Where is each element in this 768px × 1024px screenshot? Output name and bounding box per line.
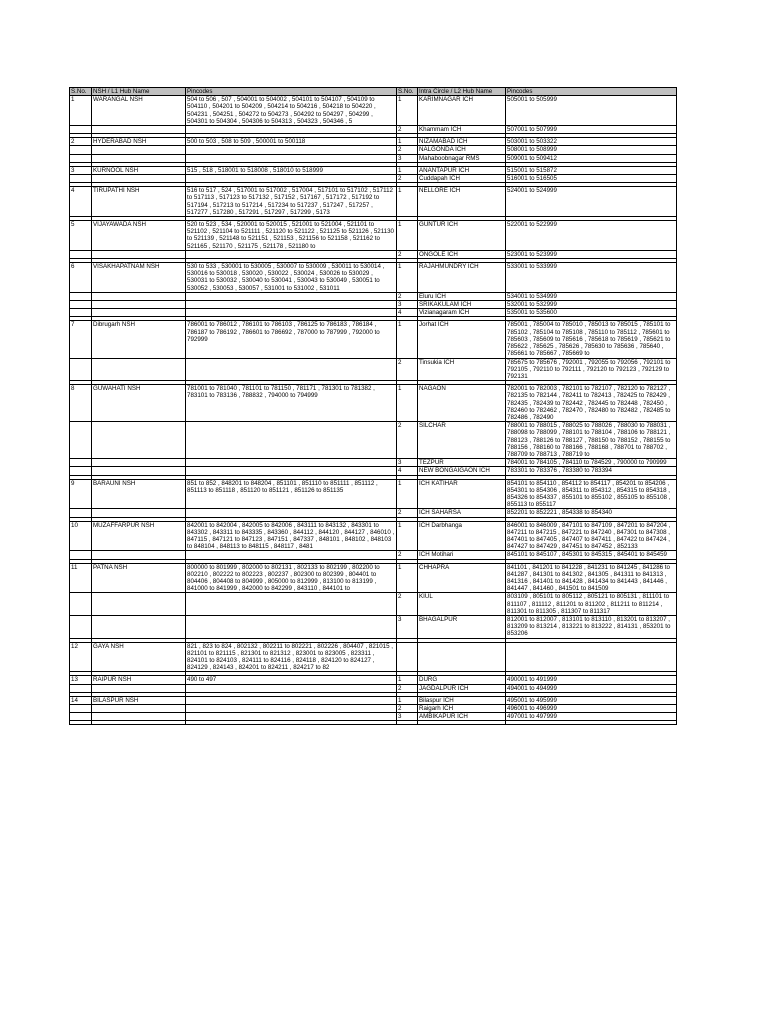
header-pincodes: Pincodes xyxy=(186,88,397,96)
cell-sno: 8 xyxy=(70,385,92,422)
cell-sno-2: 2 xyxy=(397,126,418,134)
cell-pincodes xyxy=(186,467,397,475)
table-row xyxy=(70,642,677,672)
cell-sno: 7 xyxy=(70,321,92,358)
cell-pincodes-2: 785675 to 785676 , 792001 , 792055 to 792056 , 792101 to 792105 , 792110 to 792111 , 792120 to 792123 , 792129 to 792131 xyxy=(506,358,677,381)
cell-sno: 10 xyxy=(70,521,92,551)
cell-sno-2: 1 xyxy=(397,563,418,593)
cell-pincodes-2: 532001 to 532999 xyxy=(506,301,677,309)
spacer-cell xyxy=(186,721,397,725)
table-row xyxy=(70,459,677,467)
cell-ich-name: ICH KATIHAR xyxy=(418,479,506,509)
cell-sno-2: 1 xyxy=(397,96,418,126)
cell-sno-2: 1 xyxy=(397,138,418,146)
cell-pincodes: 490 to 497 xyxy=(186,676,397,684)
cell-pincodes: 786001 to 786012 , 786101 to 786103 , 786125 to 786183 , 786184 , 786187 to 786192 , 786601 to 786692 , 787000 to 787999 , 792000 to 792999 xyxy=(186,321,397,358)
cell-pincodes xyxy=(186,301,397,309)
spacer-cell xyxy=(418,721,506,725)
cell-pincodes: 851 to 852 , 848201 to 848204 , 851101 , 851110 to 851111 , 851112 , 851113 to 851118 , 851120 to 851121 , 851126 to 851135 xyxy=(186,479,397,509)
cell-pincodes xyxy=(186,146,397,154)
cell-sno: 13 xyxy=(70,676,92,684)
cell-sno-2: 2 xyxy=(397,705,418,713)
cell-hub-name xyxy=(92,292,186,300)
table-row xyxy=(70,521,677,551)
cell-sno-2: 2 xyxy=(397,593,418,616)
table-row xyxy=(70,321,677,358)
cell-ich-name: NIZAMABAD ICH xyxy=(418,138,506,146)
cell-sno xyxy=(70,551,92,559)
cell-ich-name: DURG xyxy=(418,676,506,684)
cell-sno xyxy=(70,705,92,713)
cell-pincodes xyxy=(186,459,397,467)
cell-ich-name: CHHAPRA xyxy=(418,563,506,593)
cell-ich-name: SILCHAR xyxy=(418,422,506,459)
header-hub: NSH / L1 Hub Name xyxy=(92,88,186,96)
cell-hub-name xyxy=(92,422,186,459)
cell-sno xyxy=(70,358,92,381)
cell-pincodes xyxy=(186,154,397,162)
cell-sno-2: 3 xyxy=(397,301,418,309)
cell-sno-2: 2 xyxy=(397,509,418,517)
cell-ich-name: ICH SAHARSA xyxy=(418,509,506,517)
cell-sno-2: 2 xyxy=(397,422,418,459)
cell-sno xyxy=(70,309,92,317)
cell-sno xyxy=(70,146,92,154)
table-row xyxy=(70,292,677,300)
cell-pincodes: 781001 to 781040 , 781101 to 781150 , 781171 , 781301 to 781382 , 783101 to 783136 , 788832 , 794000 to 794999 xyxy=(186,385,397,422)
table-header-row xyxy=(70,88,677,96)
table-body xyxy=(70,96,677,725)
cell-hub-name xyxy=(92,358,186,381)
cell-hub-name xyxy=(92,593,186,616)
cell-ich-name: ONGOLE ICH xyxy=(418,250,506,258)
cell-pincodes-2: 522001 to 522999 xyxy=(506,221,677,251)
cell-hub-name: RAIPUR NSH xyxy=(92,676,186,684)
cell-pincodes-2: 494001 to 494999 xyxy=(506,684,677,692)
cell-pincodes xyxy=(186,696,397,704)
cell-sno: 11 xyxy=(70,563,92,593)
cell-pincodes: 821 , 823 to 824 , 802132 , 802211 to 802221 , 802226 , 804407 , 821015 , 821101 to 821115 , 821301 to 821312 , 823001 to 823005 , 823311 , 824101 to 824103 , 824111 to 824116 , 824118 , 824120 to 824127 , 824129 , 824143 , 824201 to 824211 , 824217 to 82 xyxy=(186,642,397,672)
cell-pincodes: 515 , 518 , 518001 to 518008 , 518010 to 518999 xyxy=(186,166,397,174)
cell-ich-name: Vizianagaram ICH xyxy=(418,309,506,317)
cell-pincodes xyxy=(186,358,397,381)
cell-sno-2: 1 xyxy=(397,676,418,684)
cell-pincodes xyxy=(186,126,397,134)
cell-hub-name xyxy=(92,713,186,721)
cell-ich-name: NAGAON xyxy=(418,385,506,422)
cell-pincodes-2: 508001 to 508999 xyxy=(506,146,677,154)
cell-hub-name: WARANGAL NSH xyxy=(92,96,186,126)
cell-sno-2: 3 xyxy=(397,459,418,467)
spacer-cell xyxy=(397,721,418,725)
table-row xyxy=(70,187,677,217)
cell-hub-name xyxy=(92,146,186,154)
cell-ich-name: ANANTAPUR ICH xyxy=(418,166,506,174)
cell-sno-2: 2 xyxy=(397,250,418,258)
table-row xyxy=(70,146,677,154)
cell-ich-name: TEZPUR xyxy=(418,459,506,467)
cell-hub-name: KURNOOL NSH xyxy=(92,166,186,174)
cell-sno-2: 1 xyxy=(397,221,418,251)
cell-hub-name xyxy=(92,551,186,559)
cell-pincodes-2: 782001 to 782003 , 782101 to 782107 , 782120 to 782127 , 782135 to 782144 , 782411 to 782413 , 782425 to 782429 , 782435 , 782439 to 782442 , 782445 to 782448 , 782450 , 782460 to 782462 , 782470 , 782480 to 782482 , 782485 to 782486 , 782490 xyxy=(506,385,677,422)
cell-pincodes-2: 496001 to 496999 xyxy=(506,705,677,713)
cell-pincodes-2: 523001 to 523999 xyxy=(506,250,677,258)
cell-ich-name: KIUL xyxy=(418,593,506,616)
table-row xyxy=(70,684,677,692)
cell-sno xyxy=(70,713,92,721)
cell-sno xyxy=(70,301,92,309)
cell-sno: 6 xyxy=(70,263,92,293)
cell-pincodes xyxy=(186,684,397,692)
table-row xyxy=(70,96,677,126)
cell-pincodes xyxy=(186,422,397,459)
table-row xyxy=(70,166,677,174)
header-pincodes-2: Pincodes xyxy=(506,88,677,96)
cell-sno-2: 1 xyxy=(397,187,418,217)
cell-sno: 1 xyxy=(70,96,92,126)
cell-ich-name: ICH Darbhanga xyxy=(418,521,506,551)
cell-sno xyxy=(70,292,92,300)
cell-hub-name xyxy=(92,126,186,134)
cell-pincodes-2 xyxy=(506,642,677,672)
cell-hub-name xyxy=(92,705,186,713)
table-row xyxy=(70,696,677,704)
table-row xyxy=(70,509,677,517)
cell-hub-name xyxy=(92,309,186,317)
cell-sno-2: 2 xyxy=(397,292,418,300)
cell-sno: 3 xyxy=(70,166,92,174)
cell-pincodes-2: 846001 to 846009 , 847101 to 847109 , 847201 to 847204 , 847211 to 847215 , 847221 to 847240 , 847301 to 847308 , 847401 to 847405 , 847407 to 847411 , 847422 to 847424 , 847427 to 847429 , 847451 to 847452 , 852133 xyxy=(506,521,677,551)
cell-pincodes-2: 515001 to 515872 xyxy=(506,166,677,174)
cell-hub-name: Dibrugarh NSH xyxy=(92,321,186,358)
cell-sno-2: 2 xyxy=(397,358,418,381)
cell-hub-name xyxy=(92,467,186,475)
spacer-cell xyxy=(92,721,186,725)
table-row xyxy=(70,705,677,713)
cell-pincodes-2: 785001 , 785004 to 785010 , 785013 to 785015 , 785101 to 785102 , 785104 to 785108 , 785110 to 785112 , 785601 to 785603 , 785609 to 785616 , 785618 to 785619 , 785621 to 785622 , 785625 , 785626 , 785630 to 785636 , 785640 , 785661 to 785667 , 785669 to xyxy=(506,321,677,358)
cell-ich-name: Khammam ICH xyxy=(418,126,506,134)
cell-sno xyxy=(70,126,92,134)
cell-pincodes: 530 to 533 , 530001 to 530005 , 530007 to 530009 , 530011 to 530014 , 530016 to 530018 , 530020 , 530022 , 530024 , 530026 to 530029 , 530031 to 530032 , 530040 to 530041 , 530043 to 530049 , 530051 to 530052 , 530053 , 530057 , 531001 to 531002 , 531011 xyxy=(186,263,397,293)
cell-hub-name: PATNA NSH xyxy=(92,563,186,593)
cell-sno-2: 1 xyxy=(397,263,418,293)
cell-hub-name: BILASPUR NSH xyxy=(92,696,186,704)
cell-ich-name: Jorhat ICH xyxy=(418,321,506,358)
cell-hub-name xyxy=(92,154,186,162)
cell-hub-name: VIJAYAWADA NSH xyxy=(92,221,186,251)
cell-ich-name: NELLORE ICH xyxy=(418,187,506,217)
cell-ich-name: SRIKAKULAM ICH xyxy=(418,301,506,309)
table-row xyxy=(70,358,677,381)
cell-sno xyxy=(70,422,92,459)
table-row xyxy=(70,154,677,162)
table-row xyxy=(70,467,677,475)
cell-pincodes: 500 to 503 , 508 to 509 , 500001 to 500118 xyxy=(186,138,397,146)
cell-ich-name: Cuddapah ICH xyxy=(418,175,506,183)
cell-pincodes-2: 803109 , 805101 to 805112 , 805121 to 805131 , 811101 to 811107 , 811112 , 811201 to 811202 , 811211 to 811214 , 811301 to 811305 , 811307 to 811317 xyxy=(506,593,677,616)
cell-pincodes xyxy=(186,593,397,616)
cell-pincodes xyxy=(186,509,397,517)
cell-ich-name: Raigarh ICH xyxy=(418,705,506,713)
cell-sno xyxy=(70,250,92,258)
cell-sno xyxy=(70,509,92,517)
table-row xyxy=(70,175,677,183)
cell-hub-name xyxy=(92,301,186,309)
cell-pincodes-2: 852201 to 852221 , 854338 to 854340 xyxy=(506,509,677,517)
pincode-table xyxy=(69,87,677,725)
cell-sno-2: 2 xyxy=(397,146,418,154)
cell-pincodes-2: 535001 to 535600 xyxy=(506,309,677,317)
cell-hub-name: VISAKHAPATNAM NSH xyxy=(92,263,186,293)
cell-sno: 12 xyxy=(70,642,92,672)
cell-hub-name xyxy=(92,684,186,692)
cell-pincodes-2: 845101 to 845107 , 845301 to 845315 , 845401 to 845459 xyxy=(506,551,677,559)
cell-ich-name: Bilaspur ICH xyxy=(418,696,506,704)
cell-hub-name: GUWAHATI NSH xyxy=(92,385,186,422)
cell-pincodes-2: 490001 to 491999 xyxy=(506,676,677,684)
cell-pincodes-2: 788001 to 788015 , 788025 to 788026 , 788030 to 788031 , 788098 to 788099 , 788101 to 788104 , 788106 to 788121 , 788123 , 788126 to 788127 , 788150 to 788152 , 788155 to 788156 , 788160 to 788166 , 788168 , 788701 to 788702 , 788709 to 788713 , 788719 to xyxy=(506,422,677,459)
cell-hub-name xyxy=(92,250,186,258)
cell-pincodes xyxy=(186,292,397,300)
cell-pincodes xyxy=(186,551,397,559)
table-row xyxy=(70,385,677,422)
table-row xyxy=(70,676,677,684)
cell-sno-2: 1 xyxy=(397,696,418,704)
cell-pincodes-2: 516001 to 516505 xyxy=(506,175,677,183)
cell-sno-2: 2 xyxy=(397,684,418,692)
cell-sno: 9 xyxy=(70,479,92,509)
cell-pincodes xyxy=(186,705,397,713)
cell-pincodes-2: 524001 to 524999 xyxy=(506,187,677,217)
table-row xyxy=(70,713,677,721)
cell-ich-name: Tinsukia ICH xyxy=(418,358,506,381)
cell-ich-name: BHAGALPUR xyxy=(418,616,506,639)
cell-pincodes-2: 812001 to 812007 , 813101 to 813110 , 813201 to 813207 , 813209 to 813214 , 813221 to 813222 , 814131 , 853201 to 853206 xyxy=(506,616,677,639)
table-row xyxy=(70,563,677,593)
cell-hub-name xyxy=(92,509,186,517)
cell-pincodes-2: 509001 to 509412 xyxy=(506,154,677,162)
cell-sno xyxy=(70,175,92,183)
cell-ich-name: JAGDALPUR ICH xyxy=(418,684,506,692)
table-row xyxy=(70,479,677,509)
table-row xyxy=(70,593,677,616)
cell-pincodes xyxy=(186,713,397,721)
cell-ich-name: ICH Motihari xyxy=(418,551,506,559)
table-row xyxy=(70,263,677,293)
cell-sno: 14 xyxy=(70,696,92,704)
header-sno-2: S.No. xyxy=(397,88,418,96)
cell-ich-name: Mahaboobnagar RMS xyxy=(418,154,506,162)
cell-pincodes: 842001 to 842004 , 842005 to 842006 , 843111 to 843132 , 843301 to 843302 , 843311 to 843335 , 843360 , 844112 , 844120 , 844127 , 846010 , 847115 , 847121 to 847123 , 847151 , 847337 , 848101 , 848102 , 848103 to 848104 , 848113 to 848115 , 848117 , 8481 xyxy=(186,521,397,551)
cell-pincodes-2: 505001 to 505999 xyxy=(506,96,677,126)
spacer-cell xyxy=(506,721,677,725)
table-row xyxy=(70,309,677,317)
cell-hub-name xyxy=(92,616,186,639)
table-row xyxy=(70,138,677,146)
cell-sno-2: 3 xyxy=(397,616,418,639)
table-row xyxy=(70,250,677,258)
cell-hub-name: BARAUNI NSH xyxy=(92,479,186,509)
table-row xyxy=(70,126,677,134)
cell-sno-2: 2 xyxy=(397,551,418,559)
spacer-cell xyxy=(70,721,92,725)
table-row xyxy=(70,551,677,559)
cell-pincodes-2: 503001 to 503322 xyxy=(506,138,677,146)
cell-pincodes: 520 to 523 , 534 , 520001 to 520015 , 521001 to 521004 , 521101 to 521102 , 521104 to 521111 , 521120 to 521122 , 521125 to 521126 , 521130 to 521139 , 521148 to 521151 , 521153 , 521156 to 521158 , 521162 to 521165 , 521170 , 521175 , 521178 , 521180 to xyxy=(186,221,397,251)
cell-sno-2: 4 xyxy=(397,467,418,475)
cell-sno-2: 3 xyxy=(397,713,418,721)
cell-ich-name: GUNTUR ICH xyxy=(418,221,506,251)
cell-ich-name: NEW BONGAIGAON ICH xyxy=(418,467,506,475)
cell-pincodes-2: 841101 , 841201 to 841228 , 841231 to 841245 , 841286 to 841287 , 841301 to 841302 , 841305 , 841311 to 841313 , 841316 , 841401 to 841428 , 841434 to 841443 , 841446 , 841447 , 841460 , 841501 to 841509 xyxy=(506,563,677,593)
cell-pincodes: 800000 to 801999 , 802000 to 802131 , 802133 to 802199 , 802200 to 802210 , 802222 to 802223 , 802237 , 802300 to 802399 , 804401 to 804406 , 804408 to 804999 , 805000 to 812999 , 813100 to 813199 , 841000 to 841999 , 842000 to 842299 , 843110 , 844101 to xyxy=(186,563,397,593)
cell-ich-name: KARIMNAGAR ICH xyxy=(418,96,506,126)
cell-sno: 2 xyxy=(70,138,92,146)
cell-hub-name: TIRUPATHI NSH xyxy=(92,187,186,217)
cell-pincodes: 516 to 517 , 524 , 517001 to 517002 , 517004 , 517101 to 517102 , 517112 to 517113 , 517123 to 517132 , 517152 , 517167 , 517172 , 517192 to 517194 , 517213 to 517214 , 517234 to 517237 , 517247 , 517257 , 517277 , 517280 , 517291 , 517297 , 517299 , 5173 xyxy=(186,187,397,217)
cell-pincodes-2: 507001 to 507999 xyxy=(506,126,677,134)
cell-pincodes xyxy=(186,175,397,183)
cell-ich-name: Eluru ICH xyxy=(418,292,506,300)
cell-sno-2: 3 xyxy=(397,154,418,162)
cell-hub-name: MUZAFFARPUR NSH xyxy=(92,521,186,551)
cell-pincodes-2: 495001 to 495999 xyxy=(506,696,677,704)
cell-sno xyxy=(70,616,92,639)
cell-pincodes-2: 784001 to 784105 , 784110 to 784529 , 790000 to 790999 xyxy=(506,459,677,467)
cell-sno-2: 4 xyxy=(397,309,418,317)
cell-sno-2: 1 xyxy=(397,166,418,174)
cell-sno xyxy=(70,459,92,467)
cell-sno xyxy=(70,684,92,692)
cell-sno-2 xyxy=(397,642,418,672)
cell-sno-2: 2 xyxy=(397,175,418,183)
table-row xyxy=(70,301,677,309)
cell-pincodes-2: 534001 to 534999 xyxy=(506,292,677,300)
cell-sno xyxy=(70,593,92,616)
cell-pincodes-2: 783301 to 783376 , 783380 to 783394 xyxy=(506,467,677,475)
cell-sno xyxy=(70,154,92,162)
table-row xyxy=(70,422,677,459)
cell-sno-2: 1 xyxy=(397,321,418,358)
cell-pincodes xyxy=(186,309,397,317)
cell-hub-name xyxy=(92,459,186,467)
cell-pincodes-2: 497001 to 497999 xyxy=(506,713,677,721)
cell-sno: 5 xyxy=(70,221,92,251)
header-ich: Intra Circle / L2 Hub Name xyxy=(418,88,506,96)
cell-sno xyxy=(70,467,92,475)
cell-ich-name: NALGONDA ICH xyxy=(418,146,506,154)
cell-pincodes xyxy=(186,250,397,258)
cell-ich-name: AMBIKAPUR ICH xyxy=(418,713,506,721)
cell-hub-name: GAYA NSH xyxy=(92,642,186,672)
cell-pincodes-2: 854101 to 854110 , 854112 to 854117 , 854201 to 854206 , 854301 to 854306 , 854311 to 854312 , 854315 to 854318 , 854326 to 854337 , 855101 to 855102 , 855105 to 855108 , 855113 to 855117 xyxy=(506,479,677,509)
cell-pincodes-2: 533001 to 533999 xyxy=(506,263,677,293)
table-spacer-row xyxy=(70,721,677,725)
cell-ich-name: RAJAHMUNDRY ICH xyxy=(418,263,506,293)
header-sno: S.No. xyxy=(70,88,92,96)
cell-sno-2: 1 xyxy=(397,479,418,509)
table-row xyxy=(70,616,677,639)
table-row xyxy=(70,221,677,251)
cell-ich-name xyxy=(418,642,506,672)
cell-sno: 4 xyxy=(70,187,92,217)
cell-sno-2: 1 xyxy=(397,521,418,551)
cell-sno-2: 1 xyxy=(397,385,418,422)
cell-pincodes xyxy=(186,616,397,639)
cell-hub-name xyxy=(92,175,186,183)
cell-hub-name: HYDERABAD NSH xyxy=(92,138,186,146)
cell-pincodes: 504 to 506 , 507 , 504001 to 504002 , 504101 to 504107 , 504109 to 504110 , 504201 to 504209 , 504214 to 504216 , 504218 to 504220 , 504231 , 504251 , 504272 to 504273 , 504292 to 504297 , 504299 , 504301 to 504304 , 504306 to 504313 , 504323 , 504346 , 5 xyxy=(186,96,397,126)
